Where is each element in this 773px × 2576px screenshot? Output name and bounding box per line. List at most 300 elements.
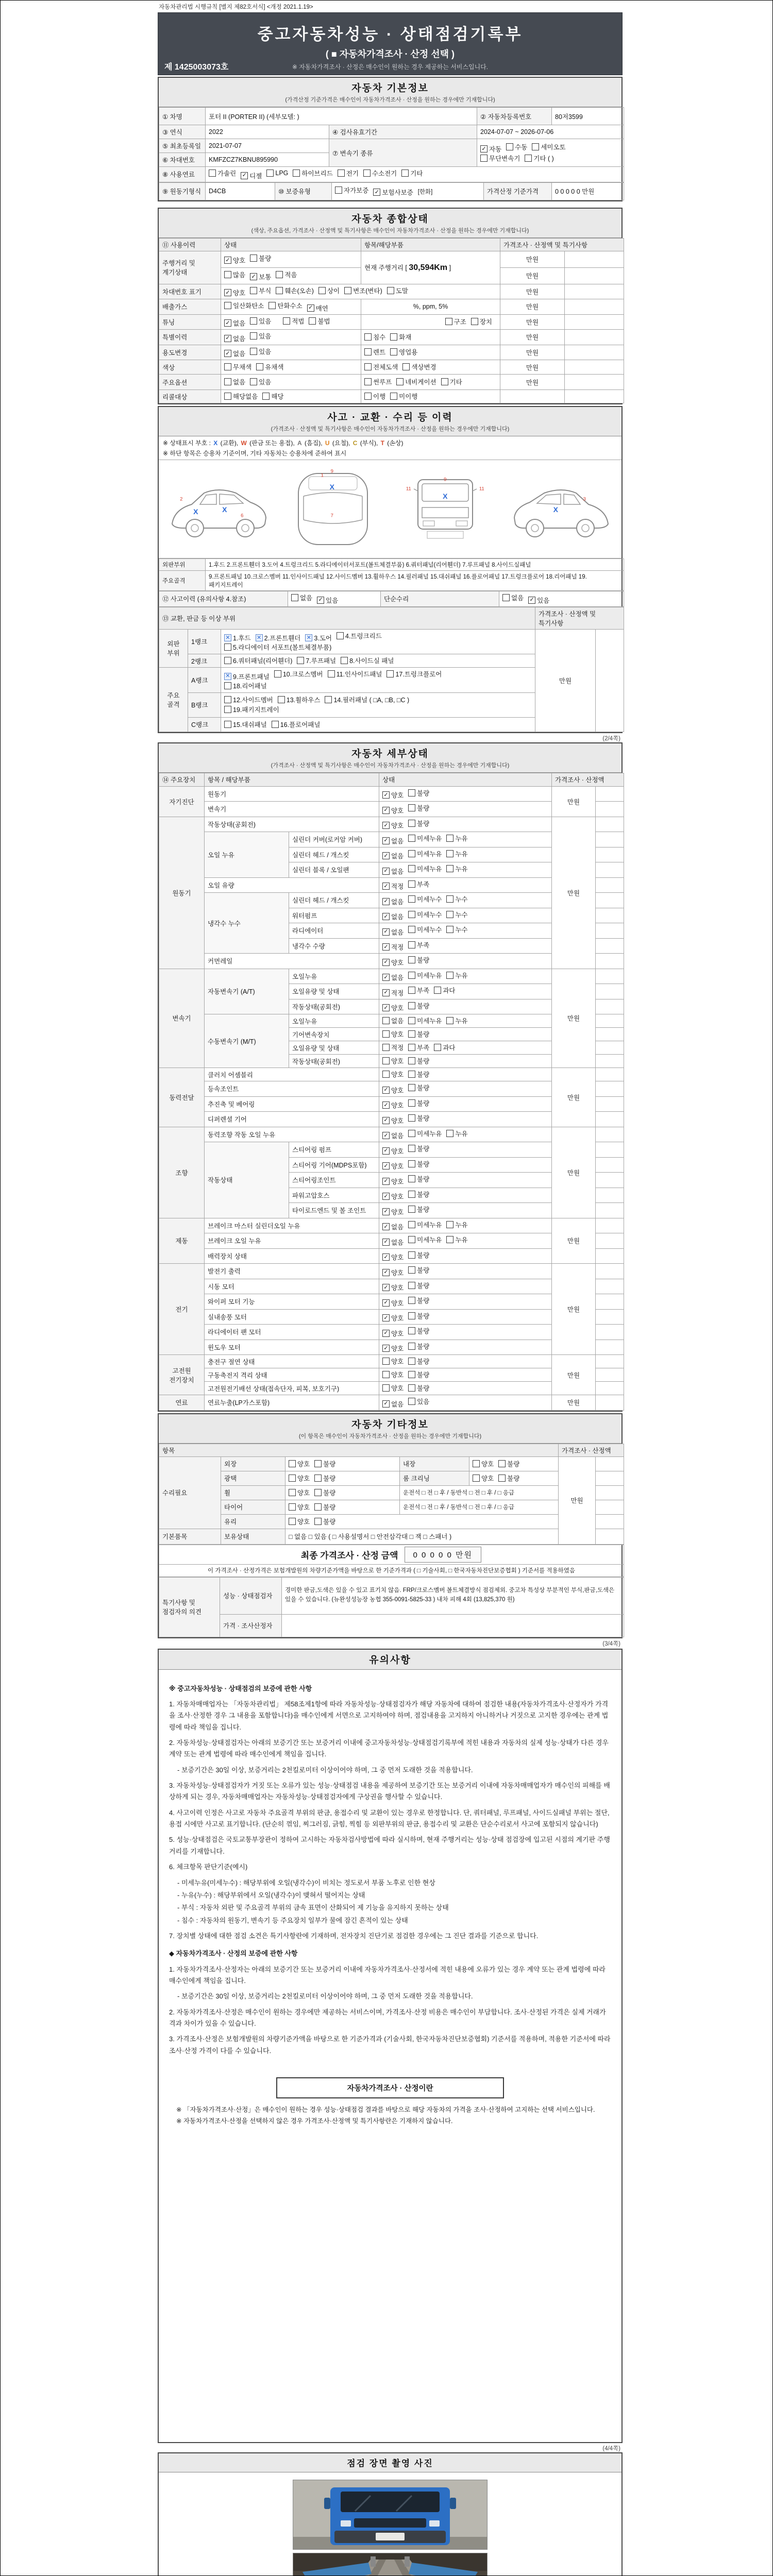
checkbox-불량[interactable] [314,1517,335,1526]
checkbox-box [250,317,257,325]
checkbox-불량[interactable] [408,1144,429,1153]
checkbox-불량[interactable] [314,1473,335,1483]
damage-mark-x: X [222,505,227,514]
checkbox-box: ✓ [382,837,390,844]
checkbox-box [408,1145,415,1152]
basic-info-table [159,107,624,182]
checkbox-썬루프[interactable] [364,377,392,386]
checkbox-누유[interactable] [446,1235,467,1244]
checkbox-양호[interactable] [382,1207,404,1216]
checkbox-누수[interactable] [446,910,467,919]
checkbox-불량[interactable] [408,1342,429,1351]
notices-title: 유의사항 [369,1654,411,1666]
checkbox-누유[interactable] [446,849,467,858]
checkbox-변조(변타)[interactable] [344,286,382,295]
checkbox-불량[interactable] [408,1070,429,1079]
checkbox-양호[interactable] [382,1357,404,1366]
checkbox-미세누유[interactable] [408,1235,442,1244]
checkbox-화재[interactable] [390,332,411,342]
appraiser-opinion [282,1614,624,1637]
notices-body [159,1670,621,2066]
checkbox-없음[interactable] [382,1399,404,1409]
checkbox-수동[interactable] [506,142,527,151]
price-appraisal-note: ※ 자동차가격조사·산정을 선택하지 않은 경우 가격조사·산정액 및 특기사항란은 기재하지 않습니다. [176,2117,453,2125]
checkbox-불법[interactable] [309,316,330,326]
checkbox-label: 화재 [399,333,412,341]
checkbox-16.플로어패널[interactable] [272,720,321,729]
checkbox-불량[interactable] [408,1113,429,1123]
checkbox-불량[interactable] [314,1488,335,1497]
checkbox-label: 양호 [391,1385,404,1392]
part-number: 9 [444,477,447,483]
checkbox-불량[interactable] [408,955,429,964]
memo-cell [596,802,624,817]
checkbox-label: 불량 [417,1084,430,1092]
checkbox-양호[interactable] [382,1100,404,1110]
notice-h: ◆ 자동차가격조사 · 산정의 보증에 관한 사항 [169,1950,298,1958]
checkbox-box: ✓ [382,959,390,966]
checkbox-무단변속기[interactable] [480,154,520,163]
checkbox-없음[interactable] [224,349,245,358]
checkbox-양호[interactable] [382,1283,404,1292]
group-price: 만원 [552,817,596,969]
checkbox-불량[interactable] [408,1250,429,1260]
item-label: 실내송풍 모터 [205,1309,379,1325]
checkbox-누유[interactable] [446,834,467,843]
checkbox-양호[interactable] [382,1344,404,1353]
color-item [361,360,500,375]
checkbox-부식[interactable] [250,286,271,295]
checkbox-부족[interactable] [408,940,429,950]
checkbox-양호[interactable] [289,1488,310,1497]
checkbox-없음[interactable] [502,593,524,602]
checkbox-양호[interactable] [382,1370,404,1379]
checkbox-양호[interactable] [382,1029,404,1039]
checkbox-훼손(오손)[interactable] [276,286,314,295]
checkbox-box [446,1221,453,1228]
checkbox-15.대쉬패널[interactable] [224,720,267,729]
section-photos [158,2452,623,2576]
checkbox-기타[interactable] [401,168,423,178]
checkbox-불량[interactable] [408,1083,429,1092]
checkbox-수소전기[interactable] [363,168,397,178]
checkbox-label: 없음 [391,1239,404,1246]
checkbox-불량[interactable] [408,819,429,828]
checkbox-양호[interactable] [289,1502,310,1512]
checkbox-구조[interactable] [445,317,466,326]
checkbox-14.필러패널 ( □A, □B, □C )[interactable] [325,695,409,704]
checkbox-없음[interactable] [224,334,245,343]
checkbox-불량[interactable] [498,1459,519,1468]
checkbox-label: 미이행 [399,393,418,400]
checkbox-미세누유[interactable] [408,864,442,873]
final-price-label: 최종 가격조사 · 산정 금액 [159,1545,401,1564]
checkbox-양호[interactable] [382,1177,404,1186]
fuel-label: ⑧ 사용연료 [159,167,206,182]
checkbox-양호[interactable] [289,1473,310,1483]
checkbox-양호[interactable] [289,1459,310,1468]
notice-p: 1. 자동차가격조사·산정자는 아래의 보증기간 또는 보증거리 이내에 자동차가격조사·산정서에 적힌 내용에 오류가 있는 경우 계약 또는 관계 법령에 따라 매수인에게 책임을 집니다. [169,1965,606,1985]
checkbox-보험사보증[interactable] [373,188,413,197]
checkbox-전체도색[interactable] [364,362,398,371]
checkbox-불량[interactable] [408,1370,429,1379]
memo-cell [596,1500,624,1514]
checkbox-유채색[interactable] [256,362,283,371]
part-number: 6 [241,513,244,519]
checkbox-양호[interactable] [382,790,404,800]
section-etc-info [158,1413,623,1638]
status-code-U: U [325,439,330,447]
checkbox-box [502,594,510,601]
checkbox-18.리어패널[interactable] [224,681,267,690]
checkbox-미세누유[interactable] [408,1220,442,1229]
checkbox-불량[interactable] [408,1296,429,1305]
checkbox-양호[interactable] [224,256,245,265]
checkbox-label: 썬루프 [373,379,392,386]
checkbox-전기[interactable] [338,168,359,178]
tire-label: 타이어 [221,1500,285,1514]
checkbox-상이[interactable] [318,286,340,295]
special-history-label: 특별이력 [159,330,221,345]
checkbox-없음[interactable] [382,851,404,860]
photos-title: 점검 장면 촬영 사진 [347,2458,433,2468]
checkbox-양호[interactable] [382,958,404,967]
checkbox-있음[interactable] [528,596,549,605]
item-label: 변속기 [205,802,379,817]
checkbox-label: 19.패키지트레이 [233,706,279,714]
checkbox-부족[interactable] [408,986,429,995]
checkbox-LPG[interactable] [266,170,288,177]
checkbox-양호[interactable] [382,806,404,815]
checkbox-label: 양호 [391,1178,404,1185]
checkbox-없음[interactable] [382,927,404,937]
checkbox-불량[interactable] [498,1473,519,1483]
checkbox-12.사이드멤버[interactable] [224,695,273,704]
checkbox-하이브리드[interactable] [293,168,332,178]
checkbox-불량[interactable] [408,1265,429,1275]
checkbox-4.트렁크리드[interactable] [337,631,382,640]
checkbox-box [382,1358,390,1365]
checkbox-box [274,670,281,677]
checkbox-label: 양호 [481,1475,494,1482]
price-appraisal-note: ※ 「자동차가격조사·산정」은 매수인이 원하는 경우 성능·상태점검 결과를 바탕으로 해당 자동차의 가격을 조사·산정하여 고지하는 선택 서비스입니다. [176,2106,595,2114]
memo-cell [596,1529,624,1544]
checkbox-도말[interactable] [387,286,408,295]
checkbox-이행[interactable] [364,392,385,401]
checkbox-기타[interactable] [441,377,462,386]
item-label: 시동 모터 [205,1279,379,1294]
checkbox-box [408,1282,415,1289]
checkbox-불량[interactable] [408,803,429,812]
checkbox-영업용[interactable] [390,347,417,357]
color-label: 색상 [159,360,221,375]
checkbox-양호[interactable] [382,1192,404,1201]
checkbox-디젤[interactable] [241,171,262,180]
item-label: 오일누유 [289,969,379,984]
group-price: 만원 [552,1218,596,1264]
part-number: 11 [406,486,411,492]
checkbox-양호[interactable] [382,1313,404,1323]
checkbox-11.인사이드패널[interactable] [328,669,382,679]
special-history-status [221,330,361,345]
checkbox-box [408,987,415,994]
checkbox-불량[interactable] [314,1502,335,1512]
memo-cell [596,1233,624,1249]
checkbox-장치[interactable] [471,317,492,326]
notice-p: 2. 자동차가격조사·산정은 매수인이 원하는 경우에만 제공하는 서비스이며, 가격조사·산정 비용은 매수인이 부담합니다. 조사·산정된 가격은 실제 거래가격과 차이가 있을 수 있습니다. [169,2008,606,2028]
checkbox-불량[interactable] [408,1029,429,1039]
checkbox-적정[interactable] [382,882,404,891]
checkbox-네비게이션[interactable] [396,377,436,386]
checkbox-있음[interactable] [317,596,338,605]
detail-band [159,743,621,773]
checkbox-미이행[interactable] [390,392,417,401]
price-cell: 만원 [500,345,565,360]
checkbox-19.패키지트레이[interactable] [224,705,279,714]
checkbox-없음[interactable] [382,912,404,921]
checkbox-없음[interactable] [382,973,404,982]
checkbox-탄화수소[interactable] [268,301,302,310]
checkbox-box: ✓ [382,1314,390,1321]
checkbox-많음[interactable] [224,270,245,279]
item-label: 오일누유 [289,1014,379,1028]
checkbox-2.프론트휀더[interactable] [256,633,301,642]
price-cell: 만원 [500,284,565,299]
checkbox-미세누유[interactable] [408,834,442,843]
checkbox-양호[interactable] [289,1517,310,1526]
checkbox-있음[interactable] [250,377,271,386]
checkbox-label: 없음 [391,1224,404,1231]
checkbox-label: 부족 [417,987,430,994]
checkbox-불량[interactable] [408,1357,429,1366]
checkbox-누유[interactable] [446,1129,467,1138]
checkbox-양호[interactable] [382,1070,404,1079]
notice-p: 1. 자동차매매업자는 「자동차관리법」 제58조제1항에 따라 자동차성능·상태점검자가 해당 자동차에 대하여 점검한 내용(자동차가격조사·산정자가 가격을 조사·산정한 경우 그 내용을 포함합니다)을 매수인에게 서면으로 고지하여야 하며, 점검내용을 고지하지 아니하거나 거짓으로 고지한 경우에는 관계 법령에 따라 책임을 집니다. [169,1700,609,1731]
checkbox-양호[interactable] [382,1268,404,1277]
checkbox-불량[interactable] [408,1281,429,1290]
checkbox-누유[interactable] [446,971,467,980]
checkbox-미세누유[interactable] [408,1129,442,1138]
memo-cell [596,954,624,969]
checkbox-box [224,363,231,370]
rank-table [159,607,624,732]
detail-row [159,969,624,984]
checkbox-부족[interactable] [408,1043,429,1052]
checkbox-box [335,187,342,194]
checkbox-양호[interactable] [473,1459,494,1468]
checkbox-불량[interactable] [408,1190,429,1199]
checkbox-미세누수[interactable] [408,910,442,919]
checkbox-없음[interactable] [382,1222,404,1231]
final-price-note: 이 가격조사 · 산정가격은 보험개발원의 차량기준가액을 바탕으로 한 기준가격과 ( □ 기술사회, □ 한국자동차진단보증협회 ) 기준서를 적용하였음 [159,1564,624,1577]
checkbox-양호[interactable] [382,1003,404,1012]
checkbox-box: ✓ [224,289,231,296]
checkbox-적정[interactable] [382,988,404,997]
checkbox-없음[interactable] [224,377,245,386]
checkbox-있음[interactable] [250,347,271,356]
checkbox-미세누수[interactable] [408,925,442,934]
checkbox-없음[interactable] [224,318,245,328]
checkbox-기타 ( )[interactable] [525,154,553,163]
checkbox-불량[interactable] [408,1159,429,1168]
checkbox-불량[interactable] [250,253,271,263]
item-label: 배력장치 상태 [205,1248,379,1264]
checkbox-불량[interactable] [314,1459,335,1468]
checkbox-label: 7.루프패널 [306,657,337,665]
checkbox-세미오토[interactable] [532,142,565,151]
checkbox-색상변경[interactable] [402,362,436,371]
checkbox-양호[interactable] [382,1146,404,1156]
checkbox-누유[interactable] [446,1016,467,1025]
checkbox-불량[interactable] [408,1174,429,1183]
checkbox-불량[interactable] [408,1056,429,1065]
exterior-label: 외장 [221,1456,285,1471]
checkbox-양호[interactable] [382,1298,404,1308]
checkbox-box [224,378,231,385]
etc-h-price: 가격조사 · 산정액 [559,1444,624,1456]
checkbox-미세누유[interactable] [408,849,442,858]
checkbox-양호[interactable] [382,1161,404,1171]
memo-cell [596,938,624,954]
checkbox-불량[interactable] [408,1001,429,1010]
checkbox-box [382,1057,390,1064]
checkbox-양호[interactable] [382,1116,404,1125]
checkbox-13.휠하우스[interactable] [278,695,321,704]
item-status [379,1127,552,1142]
checkbox-양호[interactable] [382,821,404,830]
checkbox-label: 훼손(오손) [284,287,314,295]
model-year-value: 2022 [206,125,329,139]
checkbox-적법[interactable] [283,316,304,326]
checkbox-box [266,170,274,177]
checkbox-불량[interactable] [408,1205,429,1214]
checkbox-누유[interactable] [446,864,467,873]
checkbox-누수[interactable] [446,925,467,934]
checkbox-box [382,1071,390,1078]
checkbox-양호[interactable] [382,1383,404,1393]
checkbox-양호[interactable] [382,1329,404,1338]
item-label: 디퍼렌셜 기어 [205,1112,379,1127]
checkbox-7.루프패널[interactable] [297,656,336,665]
checkbox-box [390,393,397,400]
checkbox-침수[interactable] [364,332,385,342]
checkbox-없음[interactable] [382,1131,404,1140]
memo-cell [596,1368,624,1382]
checkbox-매연[interactable] [307,303,328,313]
checkbox-5.라디에이터 서포트(볼트체결부품)[interactable] [224,642,331,652]
checkbox-누유[interactable] [446,1220,467,1229]
checkbox-누수[interactable] [446,894,467,904]
checkbox-box [408,880,415,888]
checkbox-양호[interactable] [473,1473,494,1483]
checkbox-10.크로스멤버[interactable] [274,669,323,679]
item-label: 동력조향 작동 오일 누유 [205,1127,379,1142]
checkbox-과다[interactable] [434,1043,455,1052]
checkbox-box [446,911,453,918]
memo-cell [596,847,624,862]
base-price-label: 가격산정 기준가격 [484,182,552,200]
checkbox-있음[interactable] [250,331,271,341]
checkbox-무채색[interactable] [224,362,251,371]
emission-label: 배출가스 [159,299,221,315]
checkbox-없음[interactable] [382,1238,404,1247]
checkbox-box [471,318,478,325]
polish-label: 광택 [221,1471,285,1485]
panel-row2-names: 9.프론트패널 10.크로스멤버 11.인사이드패널 12.사이드멤버 13.휠하우스 14.필러패널 15.대쉬패널 16.플로어패널 17.트렁크플로어 18.리어패널 19.패키지트레이 [206,571,624,591]
checkbox-양호[interactable] [382,1252,404,1262]
checkbox-label: 적법 [292,317,305,325]
checkbox-적음[interactable] [276,270,297,279]
checkbox-label: 불량 [417,1385,430,1392]
checkbox-box: ✓ [373,189,380,196]
memo-cell [596,1014,624,1028]
checkbox-양호[interactable] [382,1056,404,1065]
checkbox-불량[interactable] [408,1326,429,1335]
checkbox-없음[interactable] [382,867,404,876]
checkbox-미세누수[interactable] [408,894,442,904]
checkbox-자동[interactable] [480,144,501,154]
checkbox-부족[interactable] [408,879,429,889]
checkbox-box [408,1099,415,1107]
checkbox-box [408,1221,415,1228]
checkbox-box [224,682,231,689]
checkbox-미세누유[interactable] [408,1016,442,1025]
warranty-options [332,182,484,200]
checkbox-6.쿼터패널(리어휀더)[interactable] [224,656,292,665]
status-code-desc: (교환), [219,439,240,447]
checkbox-미세누유[interactable] [408,971,442,980]
checkbox-적정[interactable] [382,942,404,952]
checkbox-불량[interactable] [408,1383,429,1393]
checkbox-label: 적정 [391,944,404,951]
checkbox-적정[interactable] [382,1043,404,1052]
checkbox-box: ✓ [382,1253,390,1261]
checkbox-해당없음[interactable] [224,392,258,401]
checkbox-없음[interactable] [382,836,404,845]
checkbox-box: ✓ [382,1178,390,1185]
checkbox-과다[interactable] [434,986,455,995]
checkbox-label: 있음 [259,333,272,340]
checkbox-불량[interactable] [408,788,429,798]
checkbox-1.후드[interactable] [224,633,251,642]
checkbox-있음[interactable] [250,316,271,326]
checkbox-보통[interactable] [250,272,271,281]
checkbox-있음[interactable] [408,1397,429,1406]
checkbox-불량[interactable] [408,1098,429,1108]
item-label: 커먼레일 [205,954,379,969]
checkbox-렌트[interactable] [364,347,385,357]
checkbox-box [289,1503,296,1511]
checkbox-가솔린[interactable] [209,168,236,178]
checkbox-일산화탄소[interactable] [224,301,264,310]
checkbox-자가보증[interactable] [335,185,368,195]
checkbox-없음[interactable] [291,593,312,602]
checkbox-양호[interactable] [382,1086,404,1095]
checkbox-17.트렁크플로어[interactable] [386,669,442,679]
checkbox-9.프론트패널[interactable] [224,672,270,681]
checkbox-box [387,287,394,294]
item-status [379,969,552,984]
checkbox-box [498,1460,506,1467]
checkbox-8.사이드실 패널[interactable] [341,656,394,665]
checkbox-3.도어[interactable] [305,633,332,642]
checkbox-불량[interactable] [408,1311,429,1320]
item-status [379,908,552,923]
checkbox-양호[interactable] [224,288,245,297]
checkbox-없음[interactable] [382,897,404,906]
checkbox-없음[interactable] [382,1016,404,1025]
checkbox-해당[interactable] [262,392,283,401]
